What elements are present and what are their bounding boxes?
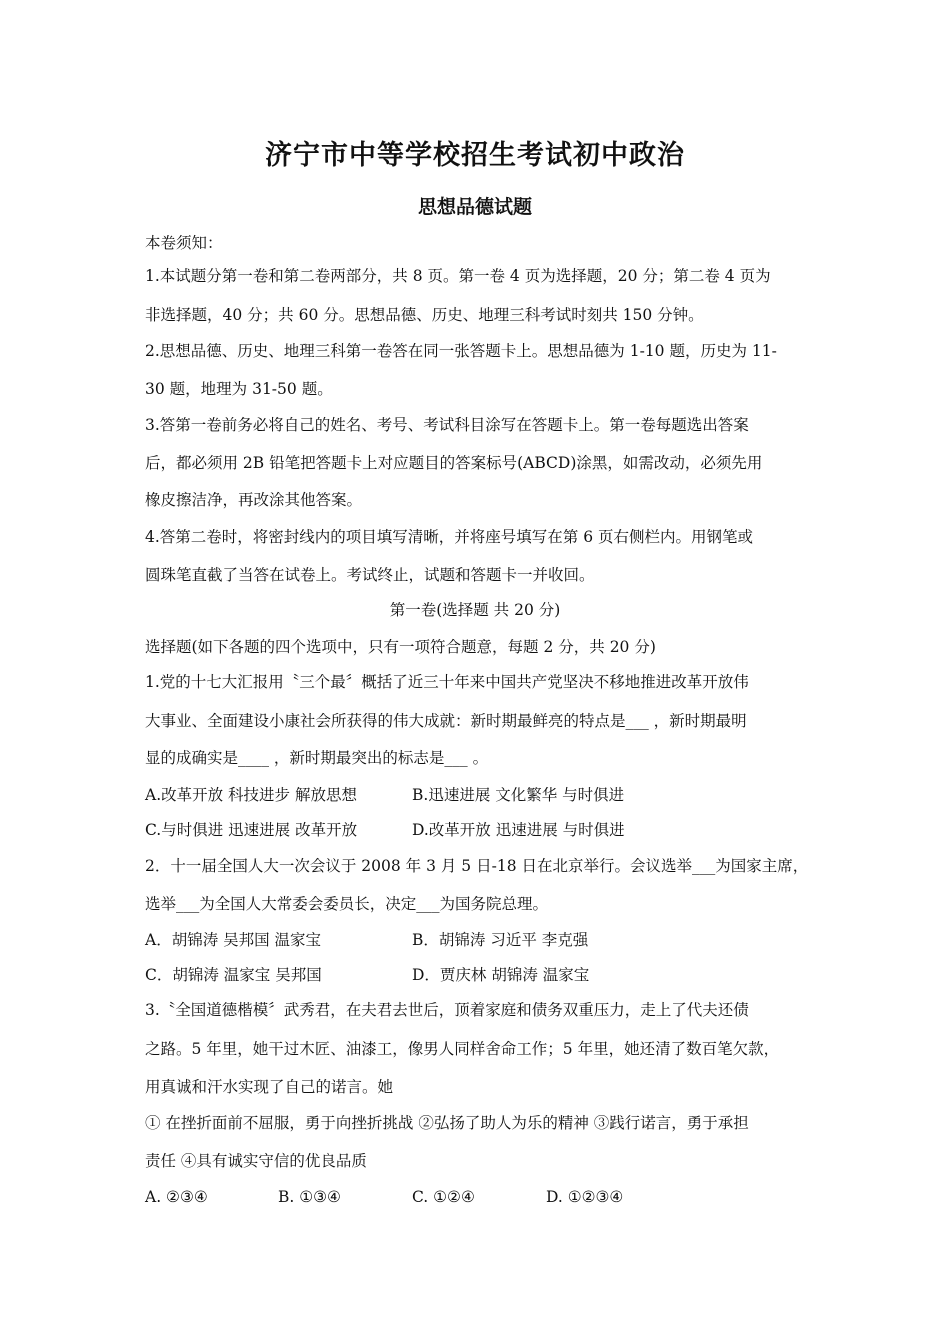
question-line: 2．十一届全国人大一次会议于 2008 年 3 月 5 日-18 日在北京举行。会议选举___为国家主席， bbox=[145, 857, 809, 875]
option-c: C．胡锦涛 温家宝 吴邦国 bbox=[145, 966, 322, 984]
option-a: A.改革开放 科技进步 解放思想 bbox=[145, 786, 357, 804]
question-line: 用真诚和汗水实现了自己的诺言。她 bbox=[145, 1078, 394, 1096]
option-c: C. ①②④ bbox=[412, 1188, 475, 1206]
notice-line: 4.答第二卷时，将密封线内的项目填写清晰，并将座号填写在第 6 页右侧栏内。用钢笔或 bbox=[145, 528, 754, 546]
notice-line: 橡皮擦洁净，再改涂其他答案。 bbox=[145, 491, 363, 509]
option-d: D．贾庆林 胡锦涛 温家宝 bbox=[412, 966, 590, 984]
question-line: 责任 ④具有诚实守信的优良品质 bbox=[145, 1152, 367, 1170]
notice-heading: 本卷须知： bbox=[145, 234, 223, 252]
section-instruction: 选择题(如下各题的四个选项中，只有一项符合题意，每题 2 分，共 20 分) bbox=[145, 638, 656, 656]
question-line: 大事业、全面建设小康社会所获得的伟大成就：新时期最鲜亮的特点是___ ，新时期最明 bbox=[145, 712, 747, 730]
notice-line: 30 题，地理为 31-50 题。 bbox=[145, 380, 333, 398]
option-a: A. ②③④ bbox=[145, 1188, 208, 1206]
option-a: A．胡锦涛 吴邦国 温家宝 bbox=[145, 931, 322, 949]
notice-line: 非选择题，40 分；共 60 分。思想品德、历史、地理三科考试时刻共 150 分钟。 bbox=[145, 306, 704, 324]
question-line: 3.〝全国道德楷模〞武秀君，在夫君去世后，顶着家庭和债务双重压力，走上了代夫还债 bbox=[145, 1001, 749, 1019]
page-title: 济宁市中等学校招生考试初中政治 bbox=[265, 140, 685, 171]
section-heading: 第一卷(选择题 共 20 分) bbox=[389, 601, 561, 619]
option-c: C.与时俱进 迅速进展 改革开放 bbox=[145, 821, 358, 839]
question-line: 之路。5 年里，她干过木匠、油漆工，像男人同样舍命工作；5 年里，她还清了数百笔欠款， bbox=[145, 1040, 780, 1058]
option-b: B. ①③④ bbox=[278, 1188, 341, 1206]
question-line: ① 在挫折面前不屈服，勇于向挫折挑战 ②弘扬了助人为乐的精神 ③践行诺言，勇于承担 bbox=[145, 1114, 749, 1132]
notice-line: 圆珠笔直截了当答在试卷上。考试终止，试题和答题卡一并收回。 bbox=[145, 566, 595, 584]
option-b: B.迅速进展 文化繁华 与时俱进 bbox=[412, 786, 625, 804]
notice-line: 后，都必须用 2B 铅笔把答题卡上对应题目的答案标号(ABCD)涂黑，如需改动，必须先用 bbox=[145, 454, 763, 472]
question-line: 1.党的十七大汇报用〝三个最〞概括了近三十年来中国共产党坚决不移地推进改革开放伟 bbox=[145, 673, 749, 691]
option-d: D. ①②③④ bbox=[546, 1188, 624, 1206]
notice-line: 1.本试题分第一卷和第二卷两部分，共 8 页。第一卷 4 页为选择题，20 分；第二卷 4 页为 bbox=[145, 267, 771, 285]
option-d: D.改革开放 迅速进展 与时俱进 bbox=[412, 821, 625, 839]
question-line: 显的成确实是____ ，新时期最突出的标志是___ 。 bbox=[145, 749, 489, 767]
notice-line: 2.思想品德、历史、地理三科第一卷答在同一张答题卡上。思想品德为 1-10 题，历史为 11- bbox=[145, 342, 777, 360]
question-line: 选举___为全国人大常委会委员长，决定___为国务院总理。 bbox=[145, 895, 549, 913]
page-subtitle: 思想品德试题 bbox=[417, 196, 532, 218]
option-b: B．胡锦涛 习近平 李克强 bbox=[412, 931, 589, 949]
notice-line: 3.答第一卷前务必将自己的姓名、考号、考试科目涂写在答题卡上。第一卷每题选出答案 bbox=[145, 416, 749, 434]
